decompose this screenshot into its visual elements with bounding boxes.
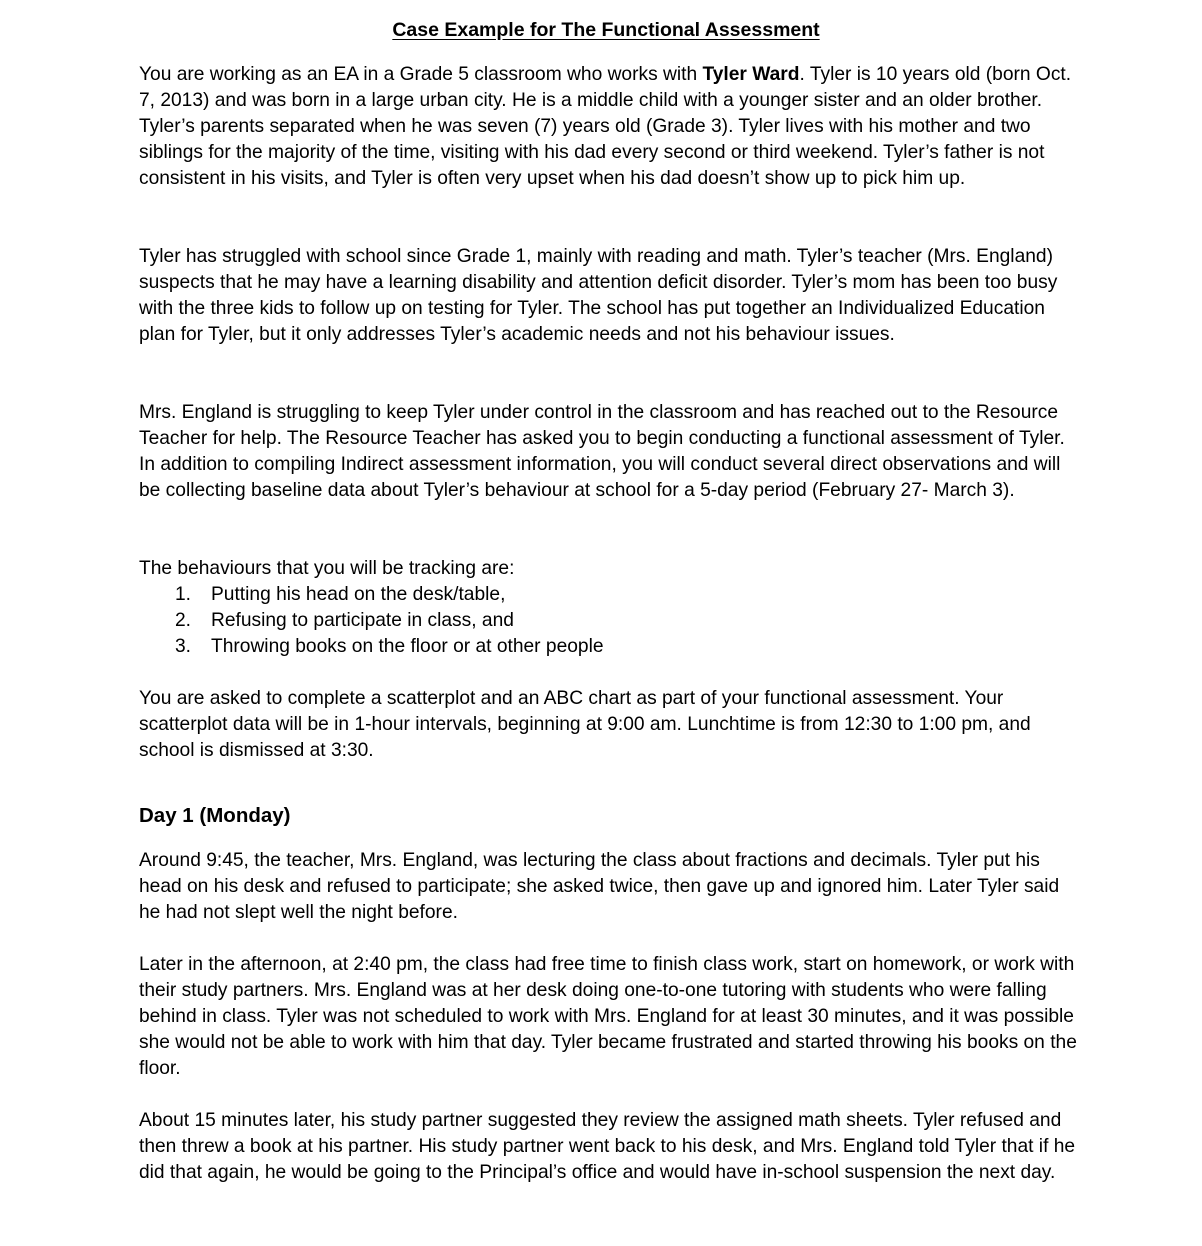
intro-text-before-name: You are working as an EA in a Grade 5 classroom who works with	[139, 64, 703, 85]
day1-afternoon-paragraph: Later in the afternoon, at 2:40 pm, the class had free time to finish class work, start on homework, or work with their study partners. Mrs. England was at her desk doing one-to-one tutoring with students who were falling behind in class. Tyler was not scheduled to work with Mrs. England for at least 30 minutes, and it was possible she would not be able to work with him that day. Tyler became frustrated and started throwing his books on the floor.	[139, 954, 1077, 1079]
list-item-text: Refusing to participate in class, and	[211, 610, 514, 631]
behaviours-intro: The behaviours that you will be tracking are:	[139, 558, 515, 579]
list-item-text: Throwing books on the floor or at other people	[211, 636, 604, 657]
intro-text-after-name: . Tyler is 10 years old (born Oct. 7, 2013) and was born in a large urban city. He is a middle child with a younger sister and an older brother. Tyler’s parents separated when he was seven (7) years old (Grade 3). Tyler lives with his mother and two siblings for the majority of the time, visiting with his dad every second or third weekend. Tyler’s father is not consistent in his visits, and Tyler is often very upset when his dad doesn’t show up to pick him up.	[139, 64, 1072, 189]
list-item-number: 1.	[175, 584, 192, 605]
list-item-text: Putting his head on the desk/table,	[211, 584, 506, 605]
document-title: Case Example for The Functional Assessment	[392, 19, 820, 41]
list-item-number: 3.	[175, 636, 192, 657]
day1-heading: Day 1 (Monday)	[139, 804, 291, 827]
list-item	[139, 634, 839, 660]
scatterplot-instructions-paragraph: You are asked to complete a scatterplot and an ABC chart as part of your functional assessment. Your scatterplot data will be in 1-hour intervals, beginning at 9:00 am. Lunchtime is from 12:30 to 1:00 pm, and school is dismissed at 3:30.	[139, 688, 1031, 761]
day1-incident-paragraph: About 15 minutes later, his study partner suggested they review the assigned math sheets. Tyler refused and then threw a book at his partner. His study partner went back to his desk, and Mrs. England told Tyler that if he did that again, he would be going to the Principal’s office and would have in-school suspension the next day.	[139, 1110, 1076, 1183]
list-item	[139, 608, 839, 634]
intro-paragraph	[139, 62, 1079, 192]
list-item-number: 2.	[175, 610, 192, 631]
day1-morning-paragraph: Around 9:45, the teacher, Mrs. England, was lecturing the class about fractions and decimals. Tyler put his head on his desk and refused to participate; she asked twice, then gave up and ignored him. Later Tyler said he had not slept well the night before.	[139, 850, 1060, 923]
student-name: Tyler Ward	[702, 64, 800, 85]
list-item	[139, 582, 839, 608]
assessment-request-paragraph: Mrs. England is struggling to keep Tyler under control in the classroom and has reached out to the Resource Teacher for help. The Resource Teacher has asked you to begin conducting a functional assessment of Tyler. In addition to compiling Indirect assessment information, you will conduct several direct observations and will be collecting baseline data about Tyler’s behaviour at school for a 5-day period (February 27- March 3).	[139, 402, 1065, 501]
school-history-paragraph: Tyler has struggled with school since Grade 1, mainly with reading and math. Tyler’s teacher (Mrs. England) suspects that he may have a learning disability and attention deficit disorder. Tyler’s mom has been too busy with the three kids to follow up on testing for Tyler. The school has put together an Individualized Education plan for Tyler, but it only addresses Tyler’s academic needs and not his behaviour issues.	[139, 246, 1058, 345]
behaviours-list	[139, 582, 839, 660]
